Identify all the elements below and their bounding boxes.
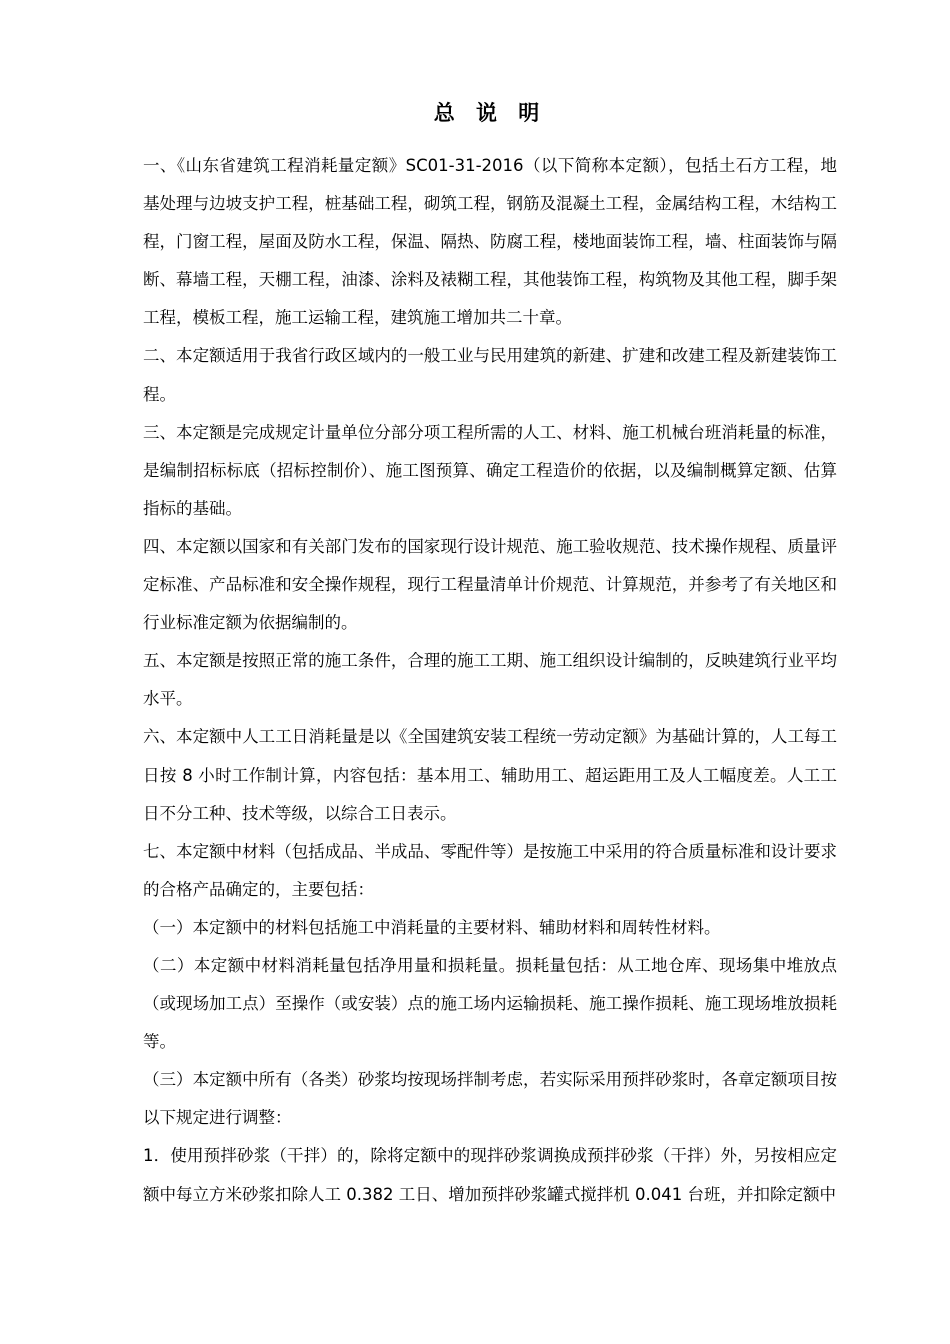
paragraph-7-1: （一）本定额中的材料包括施工中消耗量的主要材料、辅助材料和周转性材料。: [143, 917, 721, 937]
paragraph-7-3: （三）本定额中所有（各类）砂浆均按现场拌制考虑，若实际采用预拌砂浆时，各章定额项目按以下规定进行调整：: [143, 1070, 837, 1128]
paragraph-7: 七、本定额中材料（包括成品、半成品、零配件等）是按施工中采用的符合质量标准和设计要求的合格产品确定的，主要包括：: [143, 841, 837, 899]
paragraph-7-2: （二）本定额中材料消耗量包括净用量和损耗量。损耗量包括：从工地仓库、现场集中堆放点（或现场加工点）至操作（或安装）点的施工场内运输损耗、施工操作损耗、施工现场堆放损耗等。: [143, 955, 837, 1052]
paragraph-2: 二、本定额适用于我省行政区域内的一般工业与民用建筑的新建、扩建和改建工程及新建装饰工程。: [143, 346, 837, 404]
document-body: [143, 147, 837, 1214]
paragraph-5: 五、本定额是按照正常的施工条件，合理的施工工期、施工组织设计编制的，反映建筑行业平均水平。: [143, 651, 837, 709]
page-title: 总 说 明: [433, 101, 547, 125]
paragraph-4: 四、本定额以国家和有关部门发布的国家现行设计规范、施工验收规范、技术操作规程、质量评定标准、产品标准和安全操作规程，现行工程量清单计价规范、计算规范，并参考了有关地区和行业标准定额为依据编制的。: [143, 536, 837, 633]
paragraph-6: 六、本定额中人工工日消耗量是以《全国建筑安装工程统一劳动定额》为基础计算的，人工每工日按 8 小时工作制计算，内容包括：基本用工、辅助用工、超运距用工及人工幅度差。人工工日不分工种、技术等级，以综合工日表示。: [143, 727, 837, 823]
paragraph-7-3-1: 1．使用预拌砂浆（干拌）的，除将定额中的现拌砂浆调换成预拌砂浆（干拌）外，另按相应定额中每立方米砂浆扣除人工 0.382 工日、增加预拌砂浆罐式搅拌机 0.041 台班，并扣除定额中: [143, 1146, 837, 1204]
paragraph-3: 三、本定额是完成规定计量单位分部分项工程所需的人工、材料、施工机械台班消耗量的标准，是编制招标标底（招标控制价）、施工图预算、确定工程造价的依据，以及编制概算定额、估算指标的基础。: [143, 422, 837, 518]
paragraph-1: 一、《山东省建筑工程消耗量定额》SC01-31-2016（以下简称本定额），包括土石方工程，地基处理与边坡支护工程，桩基础工程，砌筑工程，钢筋及混凝土工程，金属结构工程，木结构工程，门窗工程，屋面及防水工程，保温、隔热、防腐工程，楼地面装饰工程，墙、柱面装饰与隔断、幕墙工程，天棚工程，油漆、涂料及裱糊工程，其他装饰工程，构筑物及其他工程，脚手架工程，模板工程，施工运输工程，建筑施工增加共二十章。: [143, 156, 837, 328]
